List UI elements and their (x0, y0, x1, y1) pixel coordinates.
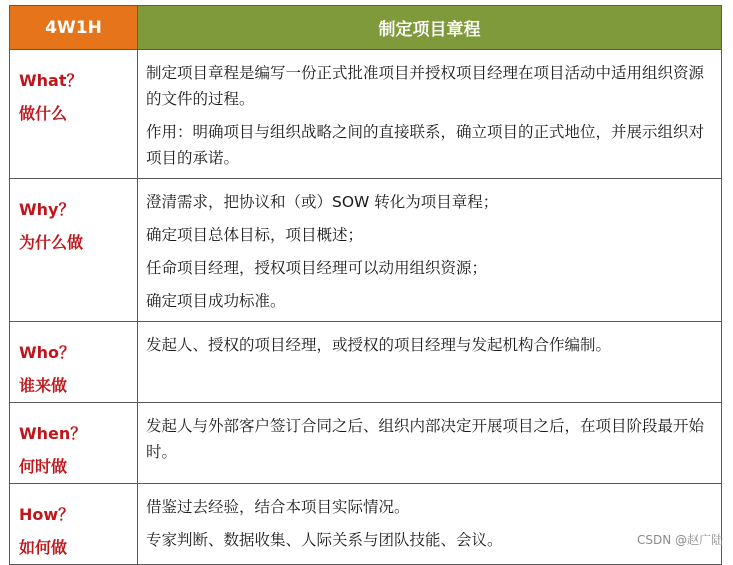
question-cell (10, 322, 138, 403)
answer-line: 确定项目成功标准。 (146, 292, 286, 310)
table-row-why (10, 179, 722, 322)
table-row-who (10, 322, 722, 403)
answer-cell (138, 50, 722, 179)
question-cn: 做什么 (19, 104, 68, 123)
header-4w1h: 4W1H (10, 6, 138, 50)
answer-line: 专家判断、数据收集、人际关系与团队技能、会议。 (146, 531, 503, 549)
answer-cell (138, 322, 722, 403)
answer-line: 确定项目总体目标，项目概述； (146, 226, 364, 244)
answer-line: 澄清需求，把协议和（或）SOW 转化为项目章程； (146, 193, 499, 211)
question-en: Why？ (19, 200, 75, 219)
answer-line: 作用：明确项目与组织战略之间的直接联系，确立项目的正式地位，并展示组织对项目的承诺。 (146, 123, 705, 167)
question-cn: 如何做 (19, 538, 68, 557)
watermark: CSDN @赵广陆 (636, 533, 723, 547)
question-cell (10, 403, 138, 484)
table-header-row (10, 6, 722, 50)
question-cn: 何时做 (19, 457, 68, 476)
header-project-charter: 制定项目章程 (138, 6, 722, 50)
question-en: What？ (19, 71, 83, 90)
question-cn: 为什么做 (19, 233, 84, 252)
question-en: When？ (19, 424, 87, 443)
4w1h-table (9, 5, 722, 565)
answer-line: 发起人与外部客户签订合同之后、组织内部决定开展项目之后，在项目阶段最开始时。 (146, 417, 705, 461)
answer-cell (138, 484, 722, 565)
table-row-when (10, 403, 722, 484)
table-row-how (10, 484, 722, 565)
question-cell (10, 484, 138, 565)
answer-line: 任命项目经理，授权项目经理可以动用组织资源； (146, 259, 488, 277)
question-cell (10, 179, 138, 322)
question-cell (10, 50, 138, 179)
answer-cell (138, 179, 722, 322)
answer-cell (138, 403, 722, 484)
answer-line: 发起人、授权的项目经理，或授权的项目经理与发起机构合作编制。 (146, 336, 612, 354)
question-en: Who？ (19, 343, 76, 362)
answer-line: 制定项目章程是编写一份正式批准项目并授权项目经理在项目活动中适用组织资源的文件的过程。 (146, 64, 705, 108)
question-cn: 谁来做 (19, 376, 68, 395)
table-row-what (10, 50, 722, 179)
question-en: How？ (19, 505, 75, 524)
answer-line: 借鉴过去经验，结合本项目实际情况。 (146, 498, 410, 516)
